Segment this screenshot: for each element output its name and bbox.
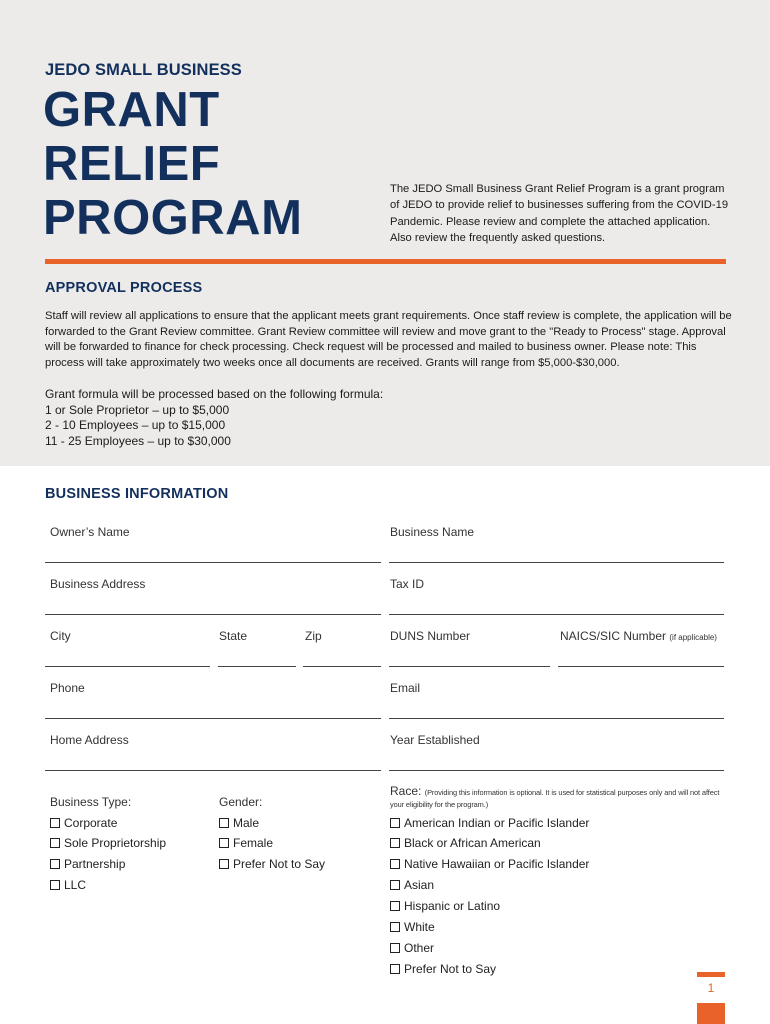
naics-note: (if applicable) bbox=[669, 633, 717, 642]
page-tab-top bbox=[697, 972, 725, 977]
business-address-label: Business Address bbox=[50, 577, 146, 591]
title-line: GRANT bbox=[43, 83, 220, 137]
year-established-field[interactable] bbox=[389, 770, 724, 771]
naics-label bbox=[560, 629, 717, 643]
gender-option[interactable] bbox=[219, 857, 325, 871]
race-label bbox=[390, 786, 720, 810]
city-label: City bbox=[50, 629, 71, 643]
option-label: Prefer Not to Say bbox=[233, 857, 326, 871]
business-type-option[interactable] bbox=[50, 836, 166, 850]
business-name-field[interactable] bbox=[389, 562, 724, 563]
business-type-label: Business Type: bbox=[50, 795, 132, 809]
race-option[interactable] bbox=[390, 962, 496, 976]
option-label: Female bbox=[233, 836, 274, 850]
year-established-label: Year Established bbox=[390, 733, 480, 747]
option-label: Male bbox=[233, 816, 260, 830]
checkbox-icon[interactable] bbox=[390, 964, 400, 974]
checkbox-icon[interactable] bbox=[219, 818, 229, 828]
duns-field[interactable] bbox=[389, 666, 550, 667]
grant-formula bbox=[45, 387, 383, 449]
business-type-option[interactable] bbox=[50, 878, 86, 892]
orange-divider bbox=[45, 259, 726, 264]
formula-intro: Grant formula will be processed based on the following formula: bbox=[45, 387, 384, 401]
title-line: RELIEF bbox=[43, 137, 221, 191]
duns-label: DUNS Number bbox=[390, 629, 471, 643]
approval-heading: APPROVAL PROCESS bbox=[45, 280, 203, 296]
intro-text: The JEDO Small Business Grant Relief Program is a grant program of JEDO to provide relief to businesses suffering from the COVID-19 Pandemic. Please review and complete the attached application. Also review the frequently asked questions. bbox=[390, 183, 729, 244]
home-address-field[interactable] bbox=[45, 770, 381, 771]
race-label-text: Race: bbox=[390, 784, 422, 798]
owners-name-label: Owner’s Name bbox=[50, 525, 130, 539]
option-label: Other bbox=[404, 941, 435, 955]
gender-option[interactable] bbox=[219, 816, 259, 830]
phone-label: Phone bbox=[50, 681, 85, 695]
checkbox-icon[interactable] bbox=[390, 901, 400, 911]
naics-field[interactable] bbox=[558, 666, 724, 667]
checkbox-icon[interactable] bbox=[390, 859, 400, 869]
business-name-label: Business Name bbox=[390, 525, 475, 539]
race-option[interactable] bbox=[390, 857, 589, 871]
approval-paragraph: Staff will review all applications to ensure that the applicant meets grant requirements. Once staff review is complete, the application will be forwarded to the Grant Review committee. Grant Review committee will review and move grant to the "Ready to Process" stage. Approval will be forwarded to finance for check processing. Check request will be processed and mailed to business owner. Please note: This process will take approximately two weeks once all documents are received. Grants will range from $5,000-$30,000. bbox=[45, 310, 732, 369]
race-option[interactable] bbox=[390, 920, 435, 934]
race-option[interactable] bbox=[390, 941, 434, 955]
option-label: Black or African American bbox=[404, 836, 541, 850]
race-option[interactable] bbox=[390, 899, 500, 913]
business-type-option[interactable] bbox=[50, 857, 125, 871]
checkbox-icon[interactable] bbox=[219, 838, 229, 848]
option-label: Prefer Not to Say bbox=[404, 962, 497, 976]
gender-option[interactable] bbox=[219, 836, 273, 850]
business-type-option[interactable] bbox=[50, 816, 117, 830]
option-label: Partnership bbox=[64, 857, 126, 871]
checkbox-icon[interactable] bbox=[390, 818, 400, 828]
checkbox-icon[interactable] bbox=[50, 880, 60, 890]
race-option[interactable] bbox=[390, 836, 541, 850]
business-info-heading: BUSINESS INFORMATION bbox=[45, 486, 229, 502]
formula-line: 2 - 10 Employees – up to $15,000 bbox=[45, 418, 226, 432]
checkbox-icon[interactable] bbox=[390, 880, 400, 890]
email-label: Email bbox=[390, 681, 421, 695]
tax-id-label: Tax ID bbox=[390, 577, 425, 591]
gender-label: Gender: bbox=[219, 795, 263, 809]
checkbox-icon[interactable] bbox=[50, 818, 60, 828]
option-label: Asian bbox=[404, 878, 435, 892]
owners-name-field[interactable] bbox=[45, 562, 381, 563]
home-address-label: Home Address bbox=[50, 733, 129, 747]
page-number: 1 bbox=[707, 981, 715, 995]
option-label: Native Hawaiian or Pacific Islander bbox=[404, 857, 590, 871]
option-label: Hispanic or Latino bbox=[404, 899, 501, 913]
tax-id-field[interactable] bbox=[389, 614, 724, 615]
checkbox-icon[interactable] bbox=[390, 838, 400, 848]
page-tab-bottom bbox=[697, 1003, 725, 1024]
formula-line: 11 - 25 Employees – up to $30,000 bbox=[45, 433, 231, 448]
email-field[interactable] bbox=[389, 718, 724, 719]
title-line: PROGRAM bbox=[43, 191, 303, 245]
checkbox-icon[interactable] bbox=[50, 859, 60, 869]
checkbox-icon[interactable] bbox=[50, 838, 60, 848]
business-address-field[interactable] bbox=[45, 614, 381, 615]
program-title bbox=[43, 83, 302, 245]
race-note: (Providing this information is optional. It is used for statistical purposes only and will not affect your eligibility for the program.) bbox=[390, 788, 720, 809]
option-label: American Indian or Pacific Islander bbox=[404, 816, 590, 830]
option-label: Corporate bbox=[64, 816, 118, 830]
option-label: White bbox=[404, 920, 435, 934]
checkbox-icon[interactable] bbox=[390, 922, 400, 932]
option-label: Sole Proprietorship bbox=[64, 836, 167, 850]
state-field[interactable] bbox=[218, 666, 296, 667]
kicker-title: JEDO SMALL BUSINESS bbox=[45, 61, 242, 79]
option-label: LLC bbox=[64, 878, 87, 892]
race-option[interactable] bbox=[390, 878, 434, 892]
formula-line: 1 or Sole Proprietor – up to $5,000 bbox=[45, 402, 230, 417]
phone-field[interactable] bbox=[45, 718, 381, 719]
zip-label: Zip bbox=[305, 629, 322, 643]
race-option[interactable] bbox=[390, 816, 589, 830]
state-label: State bbox=[219, 629, 248, 643]
naics-label-text: NAICS/SIC Number bbox=[560, 629, 667, 643]
checkbox-icon[interactable] bbox=[390, 943, 400, 953]
city-field[interactable] bbox=[45, 666, 210, 667]
zip-field[interactable] bbox=[303, 666, 381, 667]
checkbox-icon[interactable] bbox=[219, 859, 229, 869]
